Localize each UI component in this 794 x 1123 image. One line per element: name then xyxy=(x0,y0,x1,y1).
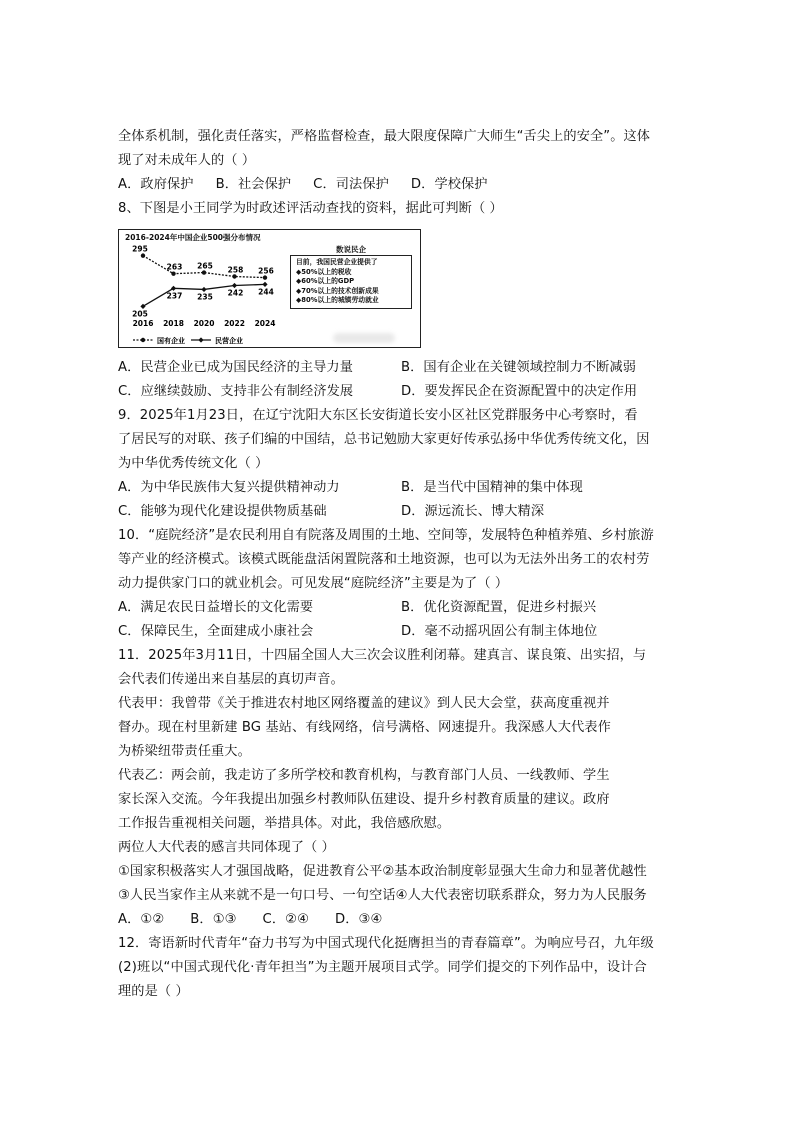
q10-option-c: C．保障民生，全面建成小康社会 xyxy=(118,624,314,639)
q10-option-d: D．毫不动摇巩固公有制主体地位 xyxy=(401,624,598,639)
data-label: 237 xyxy=(166,291,183,301)
q9-option-b: B．是当代中国精神的集中体现 xyxy=(401,480,583,495)
data-label: 242 xyxy=(227,288,244,298)
data-label: 265 xyxy=(197,261,213,271)
exam-page xyxy=(118,125,678,1004)
x-tick-label: 2016 xyxy=(132,319,154,328)
chart-title: 2016-2024年中国企业500强分布情况 xyxy=(125,233,261,242)
info-line: 目前，我国民营企业提供了 xyxy=(296,258,378,266)
q9-option-c: C．能够为现代化建设提供物质基础 xyxy=(118,504,327,519)
q10-stem-line-3: 动力提供家门口的就业机会。可见发展“庭院经济”主要是为了（ ） xyxy=(118,576,509,591)
q9-options-row-2 xyxy=(118,500,678,524)
q7-option-d: D．学校保护 xyxy=(410,177,488,192)
legend-marker xyxy=(198,337,203,342)
legend-label: 民营企业 xyxy=(215,337,243,345)
info-heading: 数说民企 xyxy=(336,245,366,254)
q8-options-row-2 xyxy=(118,380,678,404)
q10-options-row-1 xyxy=(118,596,678,620)
q11-option-a: A．①② xyxy=(118,912,165,927)
data-label: 235 xyxy=(197,292,213,302)
data-label: 295 xyxy=(132,244,148,254)
q11-rep-a-line-2: 督办。现在村里新建 BG 基站、有线网络，信号满格、网速提升。我深感人大代表作 xyxy=(118,720,611,735)
data-point xyxy=(262,282,267,287)
info-line: ◆80%以上的城镇劳动就业 xyxy=(296,296,379,304)
q11-statement-line-2: ③人民当家作主从来就不是一句口号、一句空话④人大代表密切联系群众，努力为人民服务 xyxy=(118,888,647,903)
q7-text-line-1: 全体系机制，强化责任落实，严格监督检查，最大限度保障广大师生“舌尖上的安全”。这体 xyxy=(118,129,651,144)
q11-rep-b-line-1: 代表乙：两会前，我走访了多所学校和教育机构，与教育部门人员、一线教师、学生 xyxy=(118,768,610,783)
info-line: ◆70%以上的技术创新成果 xyxy=(296,286,379,295)
q12-stem-line-3: 理的是（ ） xyxy=(118,984,189,999)
info-box xyxy=(290,255,412,309)
q11-rep-a-line-3: 为桥梁纽带责任重大。 xyxy=(118,744,251,759)
q11-stem-line-1: 11．2025年3月11日，十四届全国人大三次会议胜利闭幕。建真言、谋良策、出实招，与 xyxy=(118,648,647,663)
q8-option-b: B．国有企业在关键领域控制力不断减弱 xyxy=(401,360,637,375)
data-point xyxy=(202,270,206,274)
q8-options-row-1 xyxy=(118,356,678,380)
q7-option-b: B．社会保护 xyxy=(215,177,292,192)
legend-label: 国有企业 xyxy=(157,337,185,345)
x-tick-label: 2018 xyxy=(163,319,184,328)
q9-stem-line-3: 为中华优秀传统文化（ ） xyxy=(118,456,269,471)
legend-marker xyxy=(141,338,145,342)
data-point xyxy=(141,253,145,257)
q7-text-line-2: 现了对未成年人的（ ） xyxy=(118,153,256,168)
q7-options xyxy=(118,173,678,197)
q8-option-c: C．应继续鼓励、支持非公有制经济发展 xyxy=(118,384,354,399)
data-point xyxy=(232,274,236,278)
q11-rep-b-line-2: 家长深入交流。今年我提出加强乡村教师队伍建设、提升乡村教育质量的建议。政府 xyxy=(118,792,610,807)
q11-statement-line-1: ①国家积极落实人才强国战略，促进教育公平②基本政治制度彰显强大生命力和显著优越性 xyxy=(118,864,647,879)
q10-stem-line-1: 10．“庭院经济”是农民利用自有院落及周围的土地、空间等，发展特色种植养殖、乡村旅游 xyxy=(118,528,654,543)
q11-option-c: C．②④ xyxy=(262,912,309,927)
watermark-blur xyxy=(333,333,395,343)
q12-stem-line-2: (2)班以“中国式现代化·青年担当”为主题开展项目式学。同学们提交的下列作品中，设计合 xyxy=(118,960,647,975)
x-tick-label: 2024 xyxy=(254,319,276,328)
data-point xyxy=(232,283,237,288)
q10-option-a: A．满足农民日益增长的文化需要 xyxy=(118,600,314,615)
data-point xyxy=(201,287,206,292)
q7-option-a: A．政府保护 xyxy=(118,177,194,192)
q7-option-c: C．司法保护 xyxy=(313,177,389,192)
q11-rep-b-line-3: 工作报告重视相关问题，举措具体。对此，我倍感欣慰。 xyxy=(118,816,451,831)
info-line: ◆50%以上的税收 xyxy=(296,267,352,276)
q10-option-b: B．优化资源配置，促进乡村振兴 xyxy=(401,600,597,615)
x-tick-label: 2022 xyxy=(224,319,245,328)
q9-options-row-1 xyxy=(118,476,678,500)
info-line: ◆60%以上的GDP xyxy=(296,277,355,285)
q8-figure xyxy=(118,229,421,348)
data-label: 205 xyxy=(132,309,148,319)
q11-options xyxy=(118,908,678,932)
q10-stem-line-2: 等产业的经济模式。该模式既能盘活闲置院落和土地资源，也可以为无法外出务工的农村劳 xyxy=(118,552,650,567)
data-point xyxy=(171,271,175,275)
q11-option-b: B．①③ xyxy=(190,912,237,927)
q11-question: 两位人大代表的感言共同体现了（ ） xyxy=(118,840,335,855)
q11-option-d: D．③④ xyxy=(335,912,383,927)
data-label: 263 xyxy=(166,262,183,272)
q11-rep-a-line-1: 代表甲：我曾带《关于推进农村地区网络覆盖的建议》到人民大会堂，获高度重视并 xyxy=(118,696,610,711)
data-point xyxy=(263,275,267,279)
q8-option-d: D．要发挥民企在资源配置中的决定作用 xyxy=(401,384,638,399)
q12-stem-line-1: 12．寄语新时代青年“奋力书写为中国式现代化挺膺担当的青春篇章”。为响应号召，九年级 xyxy=(118,936,654,951)
q9-stem-line-1: 9．2025年1月23日，在辽宁沈阳大东区长安街道长安小区社区党群服务中心考察时，看 xyxy=(118,408,638,423)
data-label: 256 xyxy=(258,266,274,276)
q8-option-a: A．民营企业已成为国民经济的主导力量 xyxy=(118,360,354,375)
q9-option-a: A．为中华民族伟大复兴提供精神动力 xyxy=(118,480,340,495)
data-label: 244 xyxy=(258,287,274,297)
x-tick-label: 2020 xyxy=(193,319,215,328)
data-label: 258 xyxy=(227,265,244,275)
line-chart xyxy=(119,230,289,346)
q8-stem: 8、下图是小王同学为时政述评活动查找的资料，据此可判断（ ） xyxy=(118,201,503,216)
q9-option-d: D．源远流长、博大精深 xyxy=(401,504,545,519)
q9-stem-line-2: 了居民写的对联、孩子们编的中国结，总书记勉励大家更好传承弘扬中华优秀传统文化，因 xyxy=(118,432,650,447)
q10-options-row-2 xyxy=(118,620,678,644)
q11-stem-line-2: 会代表们传递出来自基层的真切声音。 xyxy=(118,672,344,687)
